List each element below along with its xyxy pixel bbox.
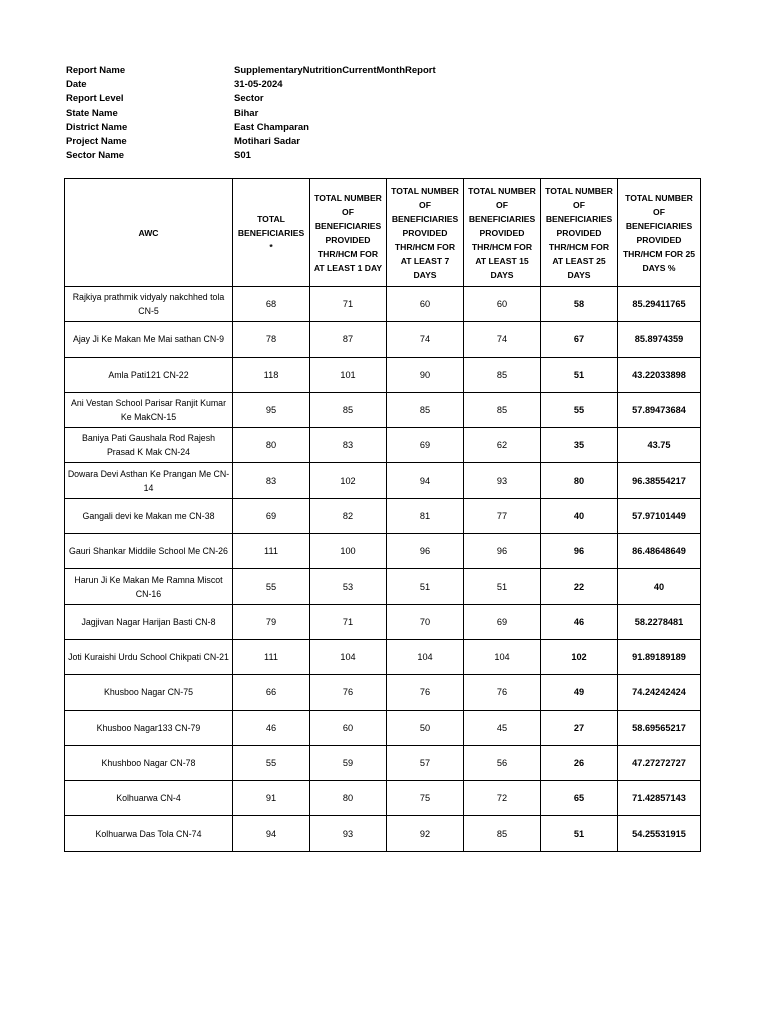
meta-value: 31-05-2024 (234, 79, 283, 91)
meta-row (66, 149, 586, 163)
table-cell: 35 (541, 428, 618, 463)
table-cell: 71 (310, 604, 387, 639)
column-header: AWC (65, 179, 233, 287)
table-cell: 94 (387, 463, 464, 498)
table-cell: 93 (310, 816, 387, 851)
table-cell: 71.42857143 (618, 781, 701, 816)
table-cell: 92 (387, 816, 464, 851)
table-cell: 85 (464, 392, 541, 427)
meta-label: State Name (66, 107, 118, 119)
table-cell: 74 (387, 322, 464, 357)
awc-name-cell: Harun Ji Ke Makan Me Ramna Miscot CN-16 (65, 569, 233, 604)
awc-name-cell: Rajkiya prathmik vidyaly nakchhed tola CN-5 (65, 287, 233, 322)
awc-name-cell: Gauri Shankar Middile School Me CN-26 (65, 534, 233, 569)
table-row (65, 498, 701, 533)
table-row (65, 816, 701, 851)
table-cell: 57 (387, 745, 464, 780)
table-row (65, 745, 701, 780)
table-cell: 60 (464, 287, 541, 322)
table-cell: 51 (541, 816, 618, 851)
table-cell: 85 (464, 816, 541, 851)
table-cell: 104 (464, 639, 541, 674)
table-cell: 45 (464, 710, 541, 745)
table-cell: 75 (387, 781, 464, 816)
report-metadata (66, 64, 586, 163)
table-row (65, 569, 701, 604)
table-row (65, 322, 701, 357)
table-cell: 91.89189189 (618, 639, 701, 674)
table-cell: 76 (310, 675, 387, 710)
table-cell: 43.22033898 (618, 357, 701, 392)
table-cell: 104 (310, 639, 387, 674)
table-row (65, 534, 701, 569)
table-cell: 60 (310, 710, 387, 745)
table-cell: 72 (464, 781, 541, 816)
table-cell: 81 (387, 498, 464, 533)
table-cell: 26 (541, 745, 618, 780)
table-row (65, 287, 701, 322)
table-cell: 95 (233, 392, 310, 427)
awc-name-cell: Gangali devi ke Makan me CN-38 (65, 498, 233, 533)
meta-value: Bihar (234, 107, 259, 119)
meta-label: Report Name (66, 65, 126, 76)
column-header: TOTAL NUMBER OF BENEFICIARIES PROVIDED THR/HCM FOR AT LEAST 1 DAY (310, 179, 387, 287)
table-cell: 55 (233, 569, 310, 604)
table-cell: 58 (541, 287, 618, 322)
meta-value: S01 (234, 150, 251, 162)
table-cell: 43.75 (618, 428, 701, 463)
awc-name-cell: Kolhuarwa CN-4 (65, 781, 233, 816)
table-cell: 85.29411765 (618, 287, 701, 322)
table-cell: 58.2278481 (618, 604, 701, 639)
table-cell: 65 (541, 781, 618, 816)
awc-name-cell: Amla Pati121 CN-22 (65, 357, 233, 392)
meta-label: Report Level (66, 93, 124, 105)
meta-label: Sector Name (66, 150, 125, 162)
table-cell: 69 (464, 604, 541, 639)
table-cell: 80 (310, 781, 387, 816)
meta-label: Project Name (66, 136, 127, 148)
table-cell: 102 (541, 639, 618, 674)
table-cell: 104 (387, 639, 464, 674)
table-cell: 83 (233, 463, 310, 498)
table-cell: 85.8974359 (618, 322, 701, 357)
awc-name-cell: Khushboo Nagar CN-78 (65, 745, 233, 780)
table-cell: 51 (464, 569, 541, 604)
table-cell: 71 (310, 287, 387, 322)
table-cell: 40 (618, 569, 701, 604)
table-cell: 74 (464, 322, 541, 357)
meta-label: District Name (66, 121, 128, 133)
table-cell: 55 (233, 745, 310, 780)
table-cell: 69 (233, 498, 310, 533)
table-cell: 46 (541, 604, 618, 639)
beneficiaries-table (64, 178, 701, 852)
table-cell: 22 (541, 569, 618, 604)
table-cell: 59 (310, 745, 387, 780)
table-row (65, 710, 701, 745)
meta-value: East Champaran (234, 121, 309, 133)
awc-name-cell: Joti Kuraishi Urdu School Chikpati CN-21 (65, 639, 233, 674)
awc-name-cell: Khusboo Nagar CN-75 (65, 675, 233, 710)
table-cell: 47.27272727 (618, 745, 701, 780)
awc-name-cell: Ani Vestan School Parisar Ranjit Kumar Ke MakCN-15 (65, 392, 233, 427)
table-row (65, 463, 701, 498)
table-cell: 77 (464, 498, 541, 533)
awc-name-cell: Jagjivan Nagar Harijan Basti CN-8 (65, 604, 233, 639)
table-cell: 118 (233, 357, 310, 392)
table-row (65, 604, 701, 639)
table-cell: 78 (233, 322, 310, 357)
table-cell: 111 (233, 534, 310, 569)
table-cell: 54.25531915 (618, 816, 701, 851)
table-cell: 69 (387, 428, 464, 463)
table-cell: 85 (464, 357, 541, 392)
meta-row (66, 107, 586, 121)
table-cell: 40 (541, 498, 618, 533)
table-cell: 96 (387, 534, 464, 569)
table-cell: 51 (541, 357, 618, 392)
table-cell: 76 (387, 675, 464, 710)
column-header: TOTAL BENEFICIARIES * (233, 179, 310, 287)
table-cell: 62 (464, 428, 541, 463)
awc-name-cell: Dowara Devi Asthan Ke Prangan Me CN-14 (65, 463, 233, 498)
column-header: TOTAL NUMBER OF BENEFICIARIES PROVIDED THR/HCM FOR AT LEAST 15 DAYS (464, 179, 541, 287)
meta-row (66, 78, 586, 92)
table-cell: 85 (310, 392, 387, 427)
meta-row (66, 64, 586, 78)
awc-name-cell: Khusboo Nagar133 CN-79 (65, 710, 233, 745)
table-cell: 58.69565217 (618, 710, 701, 745)
table-cell: 93 (464, 463, 541, 498)
awc-name-cell: Baniya Pati Gaushala Rod Rajesh Prasad K Mak CN-24 (65, 428, 233, 463)
meta-row (66, 135, 586, 149)
table-cell: 76 (464, 675, 541, 710)
table-cell: 53 (310, 569, 387, 604)
table-header-row (65, 179, 701, 287)
table-cell: 27 (541, 710, 618, 745)
table-cell: 94 (233, 816, 310, 851)
table-cell: 74.24242424 (618, 675, 701, 710)
column-header: TOTAL NUMBER OF BENEFICIARIES PROVIDED THR/HCM FOR AT LEAST 25 DAYS (541, 179, 618, 287)
table-row (65, 639, 701, 674)
table-cell: 96 (541, 534, 618, 569)
table-cell: 102 (310, 463, 387, 498)
table-cell: 46 (233, 710, 310, 745)
table-cell: 101 (310, 357, 387, 392)
table-cell: 111 (233, 639, 310, 674)
table-cell: 70 (387, 604, 464, 639)
column-header: TOTAL NUMBER OF BENEFICIARIES PROVIDED THR/HCM FOR 25 DAYS % (618, 179, 701, 287)
meta-row (66, 92, 586, 106)
table-cell: 87 (310, 322, 387, 357)
table-cell: 57.89473684 (618, 392, 701, 427)
table-row (65, 357, 701, 392)
table-row (65, 675, 701, 710)
meta-label: Date (66, 79, 87, 91)
meta-row (66, 121, 586, 135)
table-cell: 68 (233, 287, 310, 322)
table-cell: 49 (541, 675, 618, 710)
meta-value: SupplementaryNutritionCurrentMonthReport (234, 65, 436, 76)
table-cell: 80 (233, 428, 310, 463)
awc-name-cell: Kolhuarwa Das Tola CN-74 (65, 816, 233, 851)
table-cell: 82 (310, 498, 387, 533)
table-cell: 80 (541, 463, 618, 498)
awc-name-cell: Ajay Ji Ke Makan Me Mai sathan CN-9 (65, 322, 233, 357)
table-cell: 86.48648649 (618, 534, 701, 569)
column-header: TOTAL NUMBER OF BENEFICIARIES PROVIDED THR/HCM FOR AT LEAST 7 DAYS (387, 179, 464, 287)
table-cell: 67 (541, 322, 618, 357)
table-cell: 85 (387, 392, 464, 427)
table-cell: 51 (387, 569, 464, 604)
table-cell: 56 (464, 745, 541, 780)
table-cell: 90 (387, 357, 464, 392)
table-cell: 96 (464, 534, 541, 569)
meta-value: Sector (234, 93, 264, 105)
table-cell: 60 (387, 287, 464, 322)
table-row (65, 781, 701, 816)
meta-value: Motihari Sadar (234, 136, 300, 148)
table-row (65, 428, 701, 463)
table-cell: 55 (541, 392, 618, 427)
table-cell: 66 (233, 675, 310, 710)
table-cell: 91 (233, 781, 310, 816)
table-cell: 50 (387, 710, 464, 745)
table-cell: 57.97101449 (618, 498, 701, 533)
table-row (65, 392, 701, 427)
table-cell: 83 (310, 428, 387, 463)
table-cell: 100 (310, 534, 387, 569)
table-cell: 79 (233, 604, 310, 639)
table-cell: 96.38554217 (618, 463, 701, 498)
